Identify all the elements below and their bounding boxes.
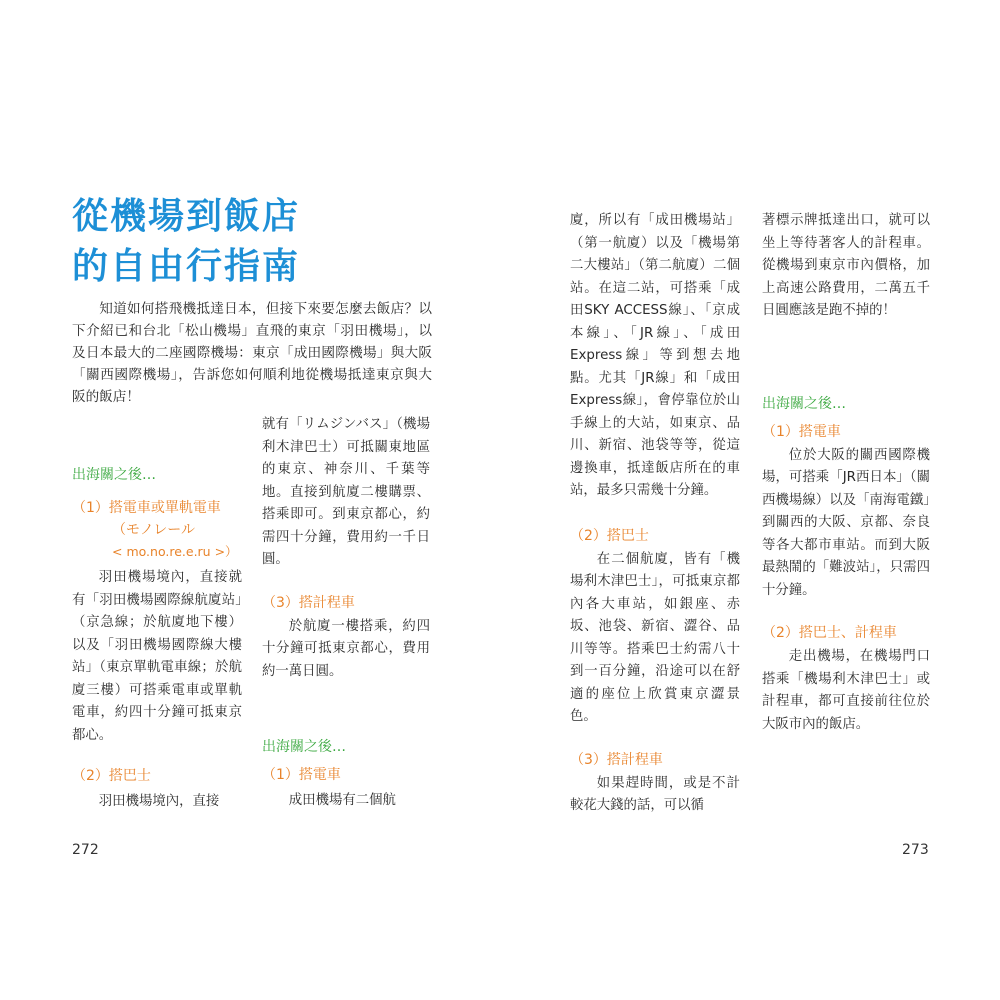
haneda-bus-heading: （2）搭巴士 bbox=[72, 768, 151, 784]
haneda-bus-body-start: 羽田機場境內，直接 bbox=[98, 794, 220, 809]
narita-taxi-body-cont: 著標示牌抵達出口，就可以坐上等待著客人的計程車。從機場到東京市內價格，加上高速公路費用，二萬五千日圓應該是跑不掉的！ bbox=[762, 213, 930, 318]
narita-taxi-body-start: 如果趕時間，或是不計較花大錢的話，可以循 bbox=[570, 775, 740, 813]
kansai-train-heading: （1）搭電車 bbox=[762, 423, 841, 440]
haneda-section-heading: 出海關之後… bbox=[72, 467, 156, 483]
narita-train-heading: （1）搭電車 bbox=[262, 767, 341, 783]
haneda-train-body: 羽田機場境內，直接就有「羽田機場國際線航廈站」（京急線；於航廈地下樓）以及「羽田機場國際線大樓站」（東京單軌電車線；於航廈三樓）可搭乘電車或單軌電車，約四十分鐘可抵東京都心。 bbox=[72, 570, 242, 743]
kansai-train-body: 位於大阪的關西國際機場，可搭乘「JR西日本」（關西機場線）以及「南海電鐵」到關西的大阪、京都、奈良等各大都市車站。而到大阪最熱鬧的「難波站」，只需四十分鐘。 bbox=[762, 447, 930, 598]
page-number-right: 273 bbox=[902, 842, 929, 858]
title-line-1: 從機場到飯店 bbox=[72, 196, 301, 237]
narita-taxi-heading: （3）搭計程車 bbox=[570, 751, 663, 768]
intro-paragraph: 知道如何搭飛機抵達日本，但接下來要怎麼去飯店？以下介紹已和台北「松山機場」直飛的東京「羽田機場」，以及日本最大的二座國際機場：東京「成田國際機場」與大阪「關西國際機場」，告訴您如何順利地從機場抵達東京與大阪的飯店！ bbox=[72, 301, 432, 405]
right-column-1 bbox=[570, 210, 740, 818]
kansai-bus-taxi-body: 走出機場，在機場門口搭乘「機場利木津巴士」或計程車，都可直接前往位於大阪市內的飯店。 bbox=[762, 649, 930, 732]
left-column-1 bbox=[72, 464, 242, 814]
right-column-2 bbox=[762, 210, 930, 736]
narita-train-body-start: 成田機場有二個航 bbox=[288, 793, 396, 808]
left-column-2 bbox=[262, 414, 430, 683]
haneda-train-heading: （1）搭電車或單軌電車 bbox=[72, 500, 221, 516]
haneda-taxi-heading: （3）搭計程車 bbox=[262, 594, 355, 611]
haneda-bus-body-cont: 就有「リムジンバス」（機場利木津巴士）可抵關東地區的東京、神奈川、千葉等地。直接到航廈二樓購票、搭乘即可。到東京都心，約需四十分鐘，費用約一千日圓。 bbox=[262, 417, 430, 567]
page-number-left: 272 bbox=[72, 842, 99, 858]
narita-column-start bbox=[262, 736, 430, 813]
haneda-taxi-body: 於航廈一樓搭乘，約四十分鐘可抵東京都心，費用約一萬日圓。 bbox=[262, 618, 430, 679]
narita-section-heading: 出海關之後… bbox=[262, 739, 346, 755]
page-title bbox=[72, 192, 300, 292]
kansai-section-heading: 出海關之後… bbox=[762, 395, 846, 412]
narita-bus-body: 在二個航廈，皆有「機場利木津巴士」，可抵東京都內各大車站，如銀座、赤坂、池袋、新宿、澀谷、品川等等。搭乘巴士約需八十到一百分鐘，沿途可以在舒適的座位上欣賞東京澀景色。 bbox=[570, 551, 740, 724]
haneda-train-romaji: < mo.no.re.e.ru >） bbox=[112, 544, 238, 559]
haneda-train-subheading: （モノレール bbox=[112, 522, 196, 538]
narita-bus-heading: （2）搭巴士 bbox=[570, 527, 649, 544]
kansai-bus-taxi-heading: （2）搭巴士、計程車 bbox=[762, 625, 897, 641]
narita-train-body-cont: 廈，所以有「成田機場站」（第一航廈）以及「機場第二大樓站」（第二航廈）二個站。在這二站，可搭乘「成田SKY ACCESS線」、「京成本線」、「JR線」、「成田Express線」等到想去地點。尤其「JR線」和「成田Express線」，會停靠位於山手線上的大站，如東京、品川、新宿、池袋等等，從這邊換車，抵達飯店所在的車站，最多只需幾十分鐘。 bbox=[570, 213, 740, 498]
title-line-2: 的自由行指南 bbox=[72, 246, 301, 287]
